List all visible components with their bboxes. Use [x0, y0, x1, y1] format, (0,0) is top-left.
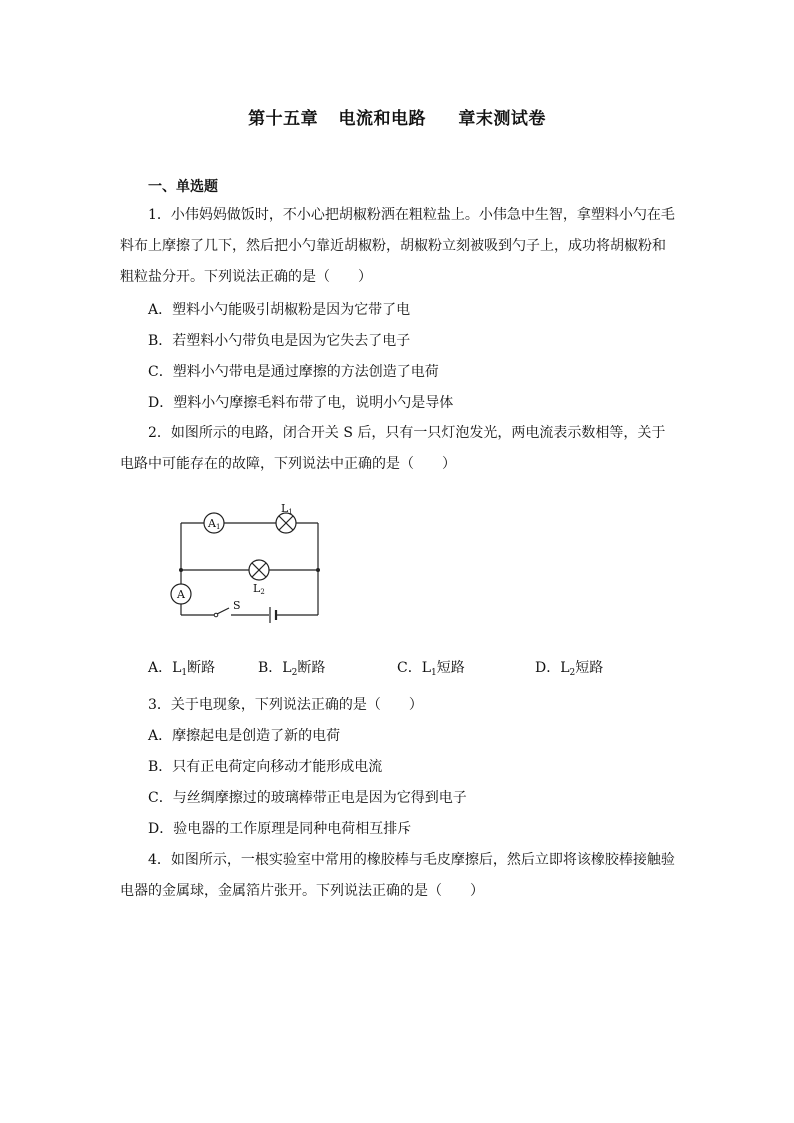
- question-1-option-d: D．塑料小勺摩擦毛料布带了电，说明小勺是导体: [148, 395, 454, 411]
- question-3-option-a: A．摩擦起电是创造了新的电荷: [148, 728, 341, 744]
- title-chapter: 第十五章: [248, 109, 319, 129]
- question-1-option-b: B．若塑料小勺带负电是因为它失去了电子: [148, 333, 411, 349]
- label-a: A: [177, 588, 185, 601]
- section-heading: 一、单选题: [148, 179, 218, 195]
- question-4-stem: [120, 845, 676, 907]
- question-3-option-b: B．只有正电荷定向移动才能形成电流: [148, 759, 383, 775]
- question-3-stem: 3．关于电现象，下列说法正确的是（ ）: [148, 697, 423, 713]
- question-2-option-a: A．$L_1$断路: [148, 660, 216, 678]
- title-topic: 电流和电路: [338, 109, 426, 129]
- question-4-text: 4．如图所示，一根实验室中常用的橡胶棒与毛皮摩擦后，然后立即将该橡胶棒接触验电器的金属球，金属箔片张开。下列说法正确的是（ ）: [120, 852, 675, 899]
- question-1-option-a: A．塑料小勺能吸引胡椒粉是因为它带了电: [148, 302, 411, 318]
- question-1-option-c: C．塑料小勺带电是通过摩擦的方法创造了电荷: [148, 364, 439, 380]
- question-3-option-d: D．验电器的工作原理是同种电荷相互排斥: [148, 821, 412, 837]
- junction-left: [179, 568, 183, 572]
- label-l2: L2: [253, 582, 265, 596]
- question-1-text: 1．小伟妈妈做饭时，不小心把胡椒粉洒在粗粒盐上。小伟急中生智，拿塑料小勺在毛料布上摩擦了几下，然后把小勺靠近胡椒粉，胡椒粉立刻被吸到勺子上，成功将胡椒粉和粗粒盐分开。下列说法正确的是（ ）: [120, 207, 675, 285]
- junction-right: [316, 568, 320, 572]
- question-2-option-c: C．$L_1$短路: [397, 660, 465, 678]
- title-test: 章末测试卷: [458, 109, 546, 129]
- question-3-option-c: C．与丝绸摩擦过的玻璃棒带正电是因为它得到电子: [148, 790, 467, 806]
- label-a1: A1: [208, 517, 221, 531]
- battery-symbol: [270, 607, 276, 623]
- question-2-text: 2．如图所示的电路，闭合开关 S 后，只有一只灯泡发光，两电流表示数相等，关于电路中可能存在的故障，下列说法中正确的是（ ）: [120, 425, 666, 472]
- question-2-option-d: D．$L_2$短路: [535, 660, 604, 678]
- label-l1: L1: [281, 502, 293, 516]
- question-2-option-b: B．$L_2$断路: [258, 660, 326, 678]
- label-s: S: [233, 599, 241, 612]
- switch-symbol: [214, 613, 218, 617]
- lamp-l2-symbol: [249, 560, 269, 580]
- lamp-l1-symbol: [276, 513, 296, 533]
